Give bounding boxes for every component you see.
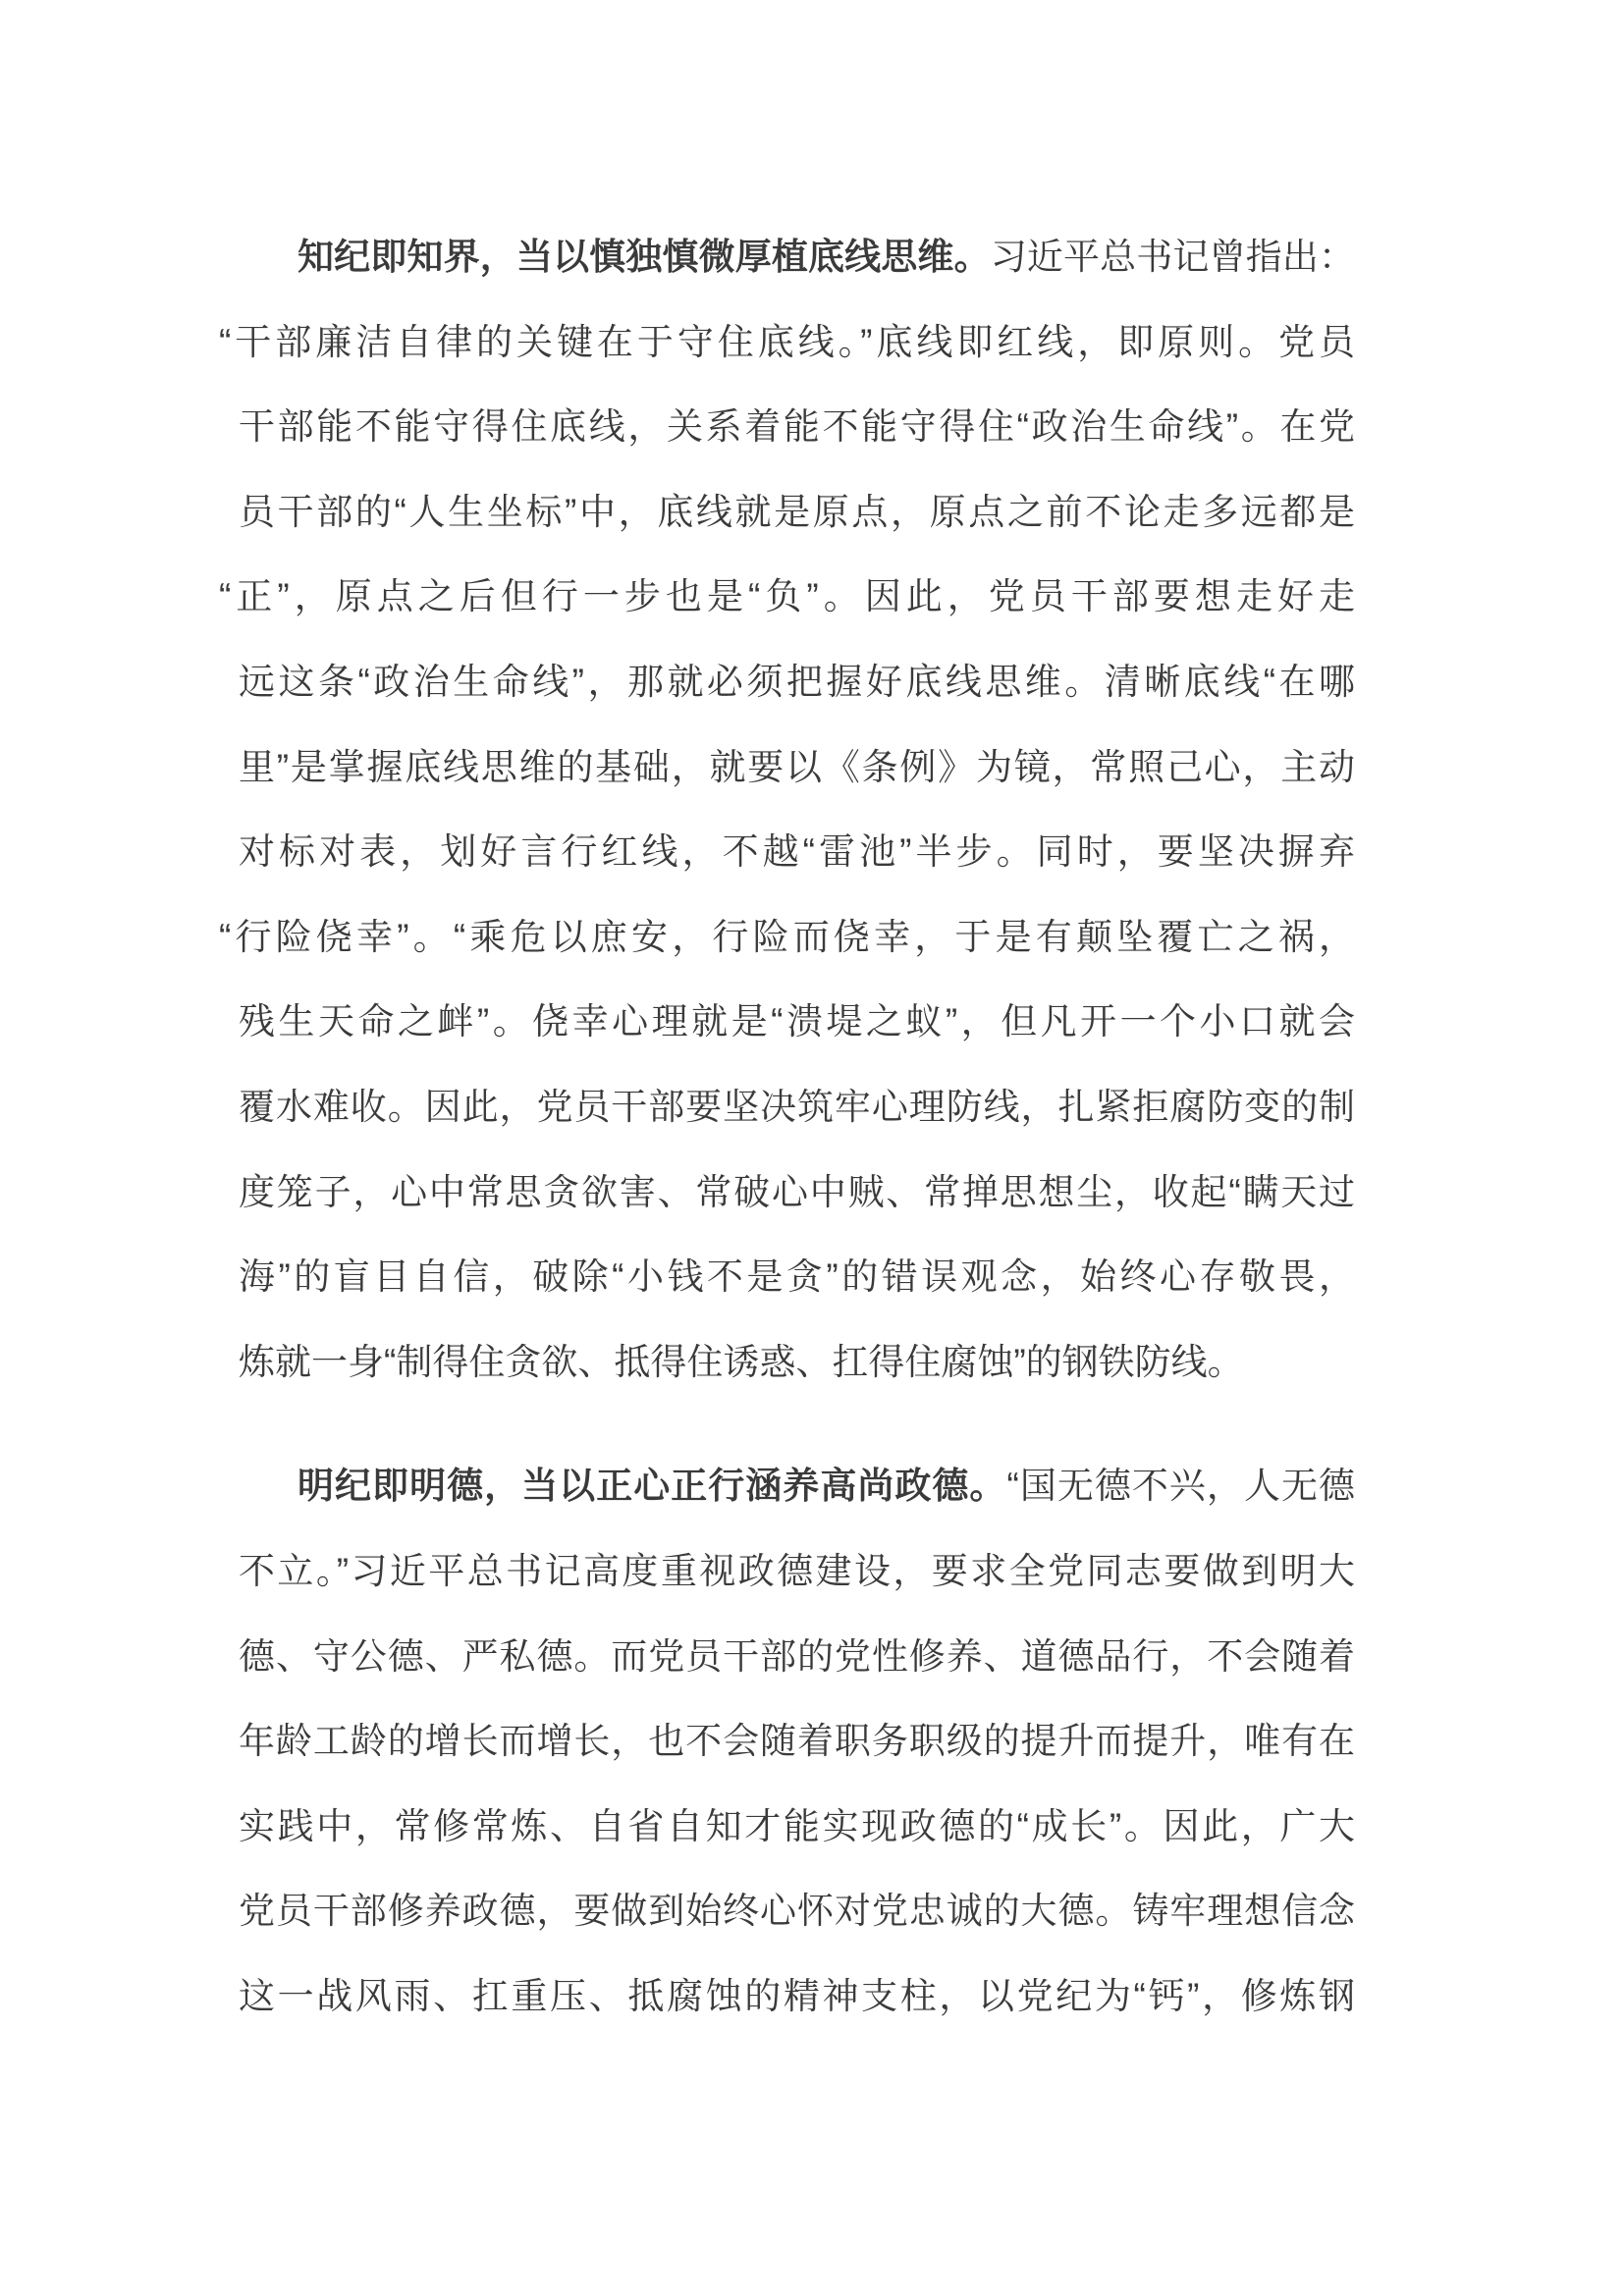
body-text: “国无德不兴，人无德: [1006, 1466, 1356, 1507]
bold-lead-text: 知纪即知界，当以慎独慎微厚植底线思维。: [298, 237, 991, 277]
body-text: 员干部的“人生坐标”中，底线就是原点，原点之前不论走多远都是: [239, 491, 1355, 532]
text-line: [239, 1615, 1355, 1700]
text-line: [239, 1235, 1355, 1320]
paragraph: [219, 215, 1356, 1405]
text-line: [239, 1065, 1355, 1150]
body-text: 度笼子，心中常思贪欲害、常破心中贼、常掸思想尘，收起“瞒天过: [239, 1171, 1355, 1212]
body-text: 炼就一身“制得住贪欲、抵得住诱惑、扛得住腐蚀”的钢铁防线。: [239, 1341, 1244, 1382]
body-text: 德、守公德、严私德。而党员干部的党性修养、道德品行，不会随着: [239, 1635, 1355, 1677]
text-line: [239, 1150, 1355, 1236]
text-line: [239, 385, 1355, 470]
text-line: [239, 215, 1355, 300]
text-line: [239, 1869, 1355, 1954]
text-line: [239, 980, 1355, 1065]
text-line: [239, 1954, 1355, 2040]
body-text: 年龄工龄的增长而增长，也不会随着职务职级的提升而提升，唯有在: [239, 1721, 1355, 1762]
body-text: 里”是掌握底线思维的基础，就要以《条例》为镜，常照己心，主动: [239, 746, 1355, 787]
text-line: [219, 555, 1355, 640]
text-line: [239, 1320, 1355, 1406]
text-line: [239, 1699, 1355, 1785]
text-line: [239, 1529, 1355, 1615]
text-line: [219, 300, 1355, 386]
bold-lead-text: 明纪即明德，当以正心正行涵养高尚政德。: [298, 1466, 1007, 1507]
text-line: [239, 470, 1355, 556]
body-text: 对标对表，划好言行红线，不越“雷池”半步。同时，要坚决摒弃: [239, 831, 1355, 873]
text-line: [239, 1785, 1355, 1870]
text-line: [239, 725, 1355, 811]
text-line: [239, 810, 1355, 895]
body-text: 党员干部修养政德，要做到始终心怀对党忠诚的大德。铸牢理想信念: [239, 1891, 1355, 1932]
text-line: [219, 895, 1355, 981]
body-text: 干部能不能守得住底线，关系着能不能守得住“政治生命线”。在党: [239, 406, 1355, 448]
body-text: “正”，原点之后但行一步也是“负”。因此，党员干部要想走好走: [219, 576, 1355, 617]
body-text: 海”的盲目自信，破除“小钱不是贪”的错误观念，始终心存敬畏，: [239, 1256, 1355, 1298]
body-text: 远这条“政治生命线”，那就必须把握好底线思维。清晰底线“在哪: [239, 661, 1355, 702]
body-text: 残生天命之衅”。侥幸心理就是“溃堤之蚁”，但凡开一个小口就会: [239, 1001, 1355, 1042]
body-text: 这一战风雨、扛重压、抵腐蚀的精神支柱，以党纪为“钙”，修炼钢: [239, 1975, 1355, 2016]
body-text: “行险侥幸”。“乘危以庶安，行险而侥幸，于是有颠坠覆亡之祸，: [219, 916, 1355, 957]
paragraph: [239, 1444, 1355, 2039]
body-text: 习近平总书记曾指出：: [990, 237, 1356, 277]
body-text: “干部廉洁自律的关键在于守住底线。”底线即红线，即原则。党员: [219, 321, 1355, 362]
body-text: 覆水难收。因此，党员干部要坚决筑牢心理防线，扎紧拒腐防变的制: [239, 1086, 1355, 1127]
body-text: 实践中，常修常炼、自省自知才能实现政德的“成长”。因此，广大: [239, 1805, 1355, 1846]
text-line: [239, 1444, 1355, 1529]
text-line: [239, 640, 1355, 725]
body-text: 不立。”习近平总书记高度重视政德建设，要求全党同志要做到明大: [239, 1550, 1355, 1591]
